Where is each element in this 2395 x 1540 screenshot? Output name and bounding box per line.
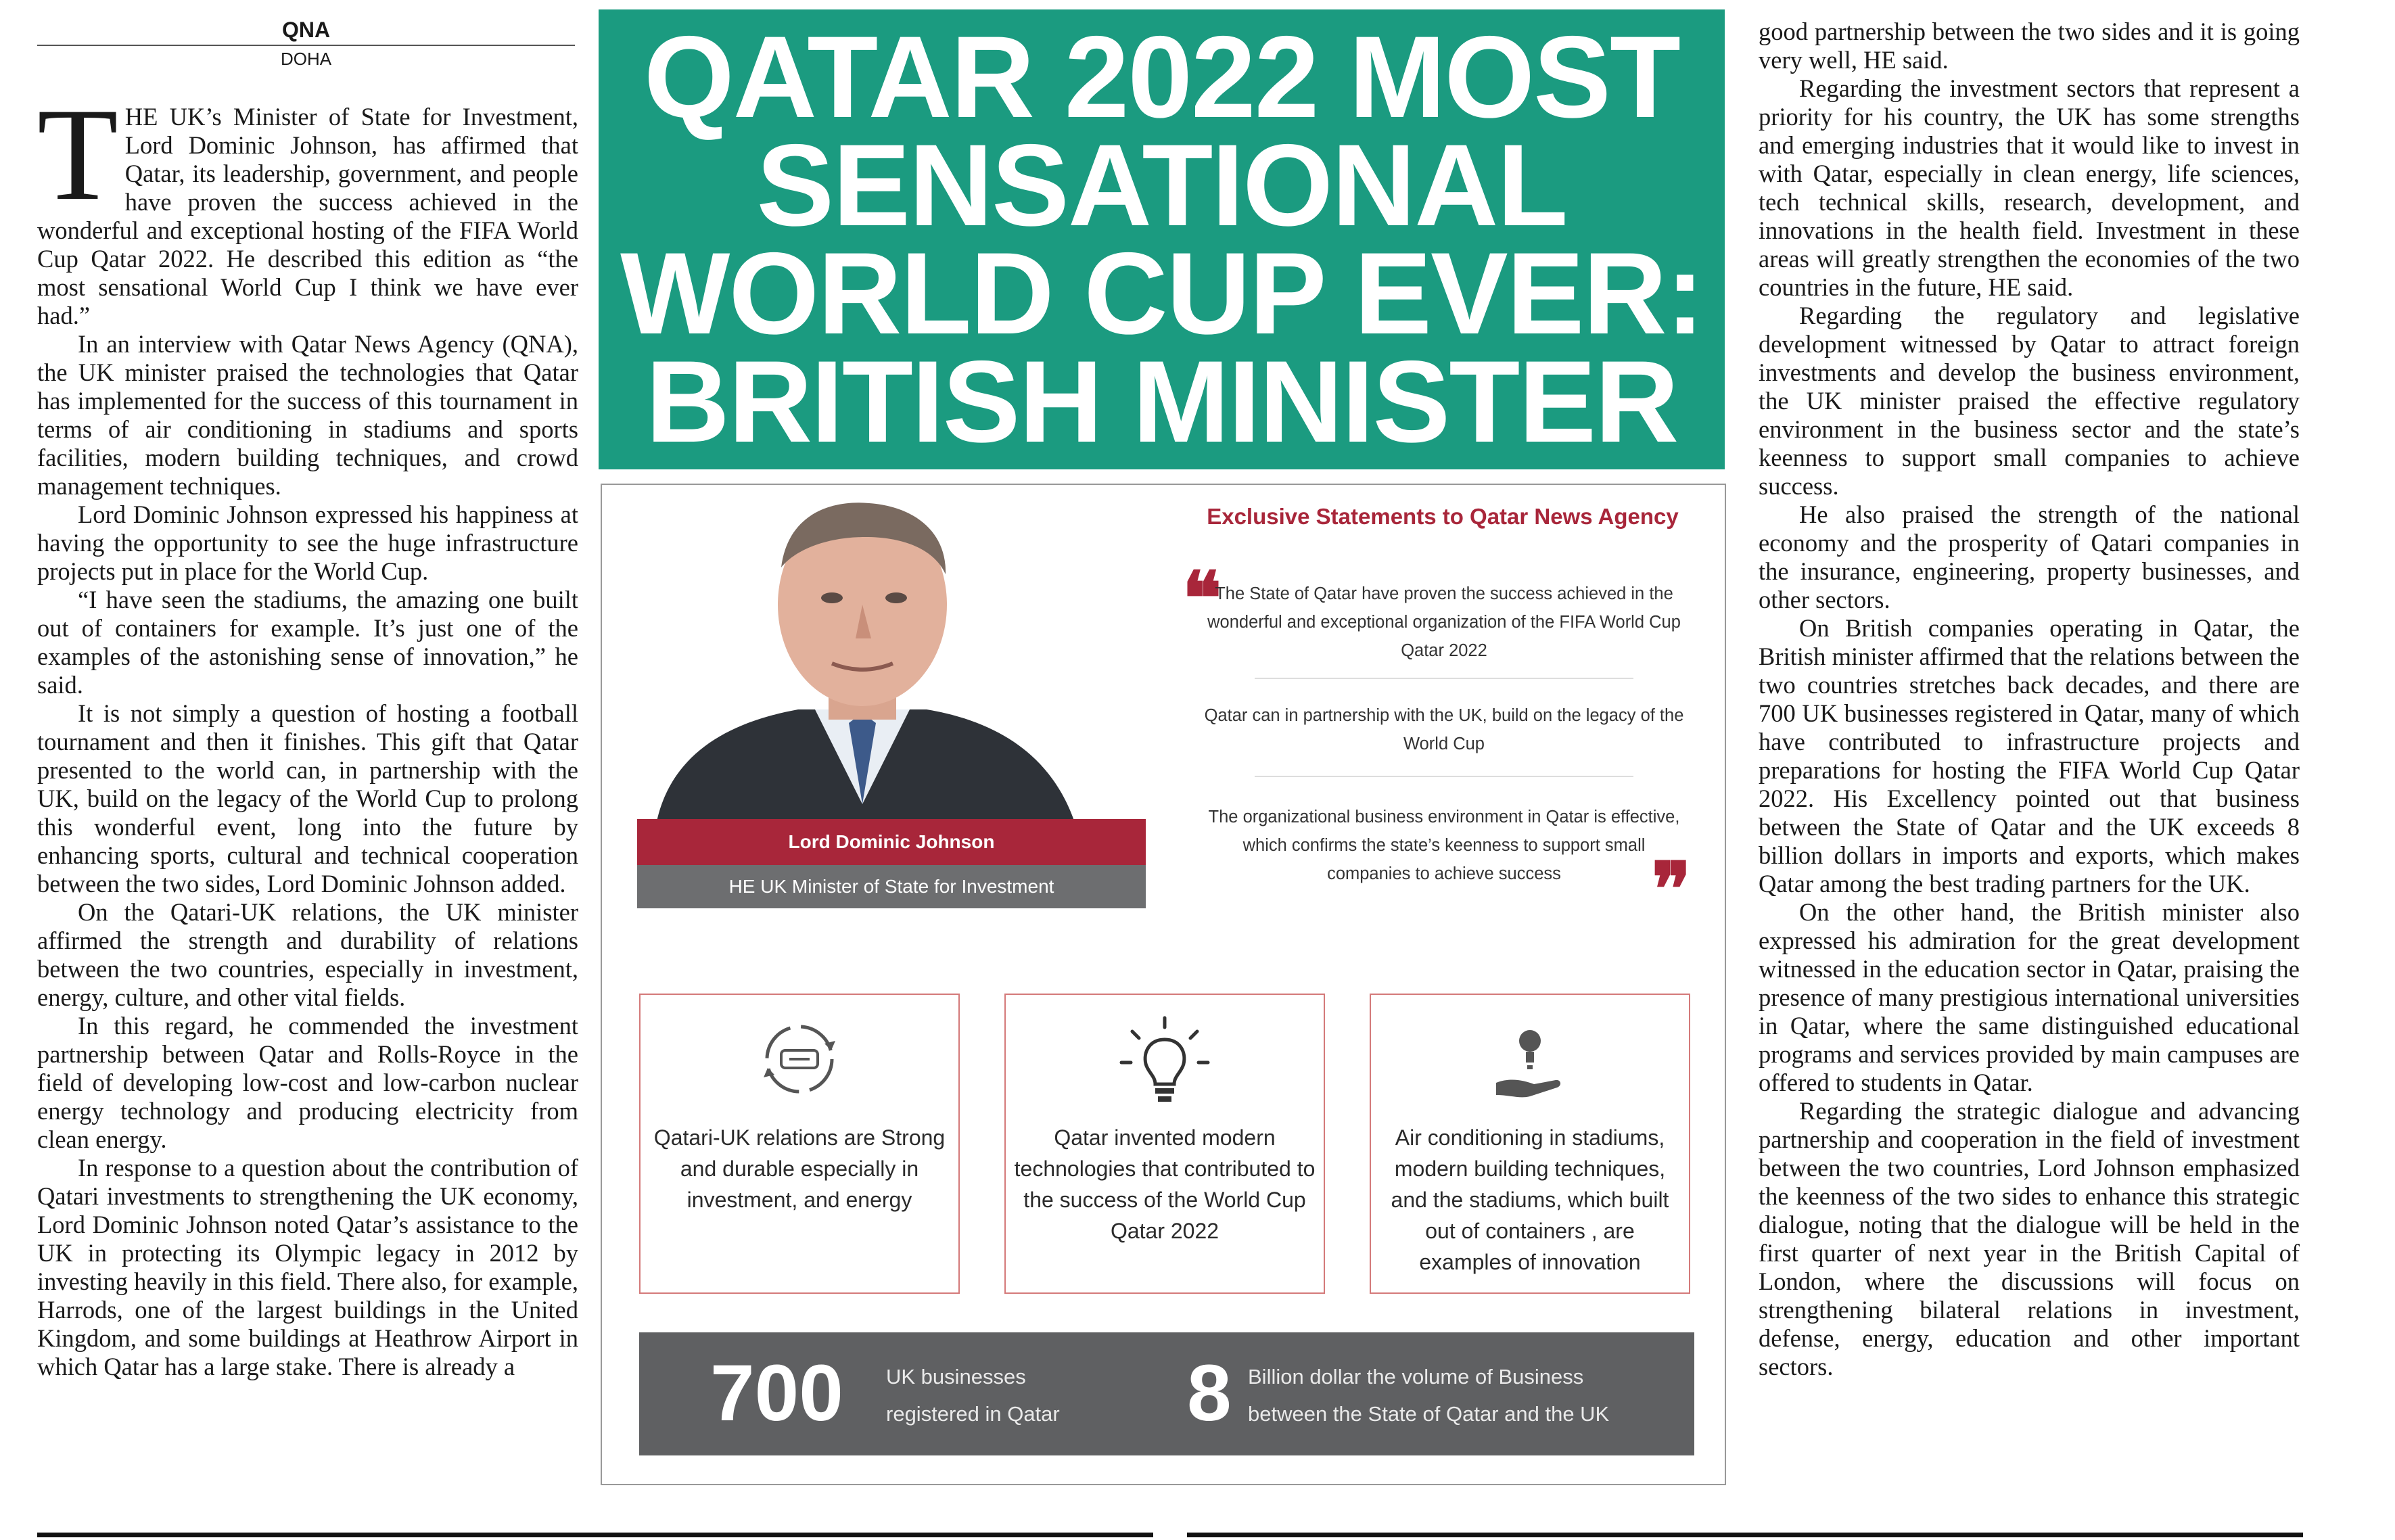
stat-billion-value: 8 [1187,1349,1232,1438]
article-paragraph: good partnership between the two sides and it is going very well, HE said. [1759,18,2300,74]
article-paragraph: It is not simply a question of hosting a football tournament and then it finishes. This gift that Qatar presented to the world can, in partnership with the UK, build on the legacy of the World Cup to prolong this wonderful event, long into the future by enhancing sports, cultural and technical cooperation between the two sides, Lord Dominic Johnson added. [37,699,578,897]
footer-rule-left [37,1533,1153,1537]
byline-place: DOHA [280,49,332,69]
article-paragraph: THE UK’s Minister of State for Investment, Lord Dominic Johnson, has affirmed that Qatar, its leadership, government, and people have proven the success achieved in the wonderful and exceptional hosting of the FIFA World Cup Qatar 2022. He described this edition as “the most sensational World Cup I think we have ever had.” [37,81,578,329]
byline-rule [37,45,575,46]
article-column-left [37,81,578,1510]
article-paragraph: Regarding the regulatory and legislative development witnessed by Qatar to attract foreign investments and develop the business environment, the UK minister praised the effective regulatory environment in the business sector and the state’s keenness to support small companies to achieve success. [1759,302,2300,500]
article-paragraph: Regarding the strategic dialogue and advancing partnership and cooperation in the field of investment between the two countries, Lord Johnson emphasized the keenness of the two sides to enhance this strategic dialogue, noting that the dialogue will be held in the first quarter of next year in the British Capital of London, where the discussions will focus on strengthening bilateral relations in investment, defense, energy, education and other important sectors. [1759,1097,2300,1380]
quote-divider [1255,776,1633,777]
quote-1: The State of Qatar have proven the success achieved in the wonderful and exceptional organization of the FIFA World Cup Qatar 2022 [1207,584,1681,660]
info-card-text: Air conditioning in stadiums, modern building techniques, and the stadiums, which built out of containers , are examples of innovation [1391,1125,1669,1274]
minister-name-bar: Lord Dominic Johnson [637,819,1146,865]
article-paragraph: Lord Dominic Johnson expressed his happiness at having the opportunity to see the huge infrastructure projects put in place for the World Cup. [37,500,578,585]
article-paragraph: In this regard, he commended the investment partnership between Qatar and Rolls-Royce in the field of developing low-cost and low-carbon nuclear energy technology and producing electricity from clean energy. [37,1012,578,1153]
close-quote-icon: ❞ [1652,850,1692,931]
handshake-cycle-icon [641,1015,958,1106]
open-quote-icon: ❝ [1182,559,1222,640]
article-paragraph: Regarding the investment sectors that represent a priority for his country, the UK has some strengths and emerging industries that it would like to invest in with Qatar, especially in clean energy, life sciences, tech technical skills, research, development, and innovations in the health field. Investment in these areas will greatly strengthen the economies of the two countries in the future, HE said. [1759,74,2300,301]
lightbulb-icon [1006,1015,1324,1113]
info-card-text: Qatari-UK relations are Strong and durable especially in investment, and energy [653,1125,946,1212]
stat-businesses-value: 700 [710,1349,843,1438]
article-paragraph: On the Qatari-UK relations, the UK minister affirmed the strength and durability of relations between the two countries, especially in investment, energy, culture, and other vital fields. [37,898,578,1011]
statements-header: Exclusive Statements to Qatar News Agency [1207,504,1679,529]
article-paragraph: In an interview with Qatar News Agency (QNA), the UK minister praised the technologies that Qatar has implemented for the success of this tournament in terms of air conditioning in stadiums and sports facilities, modern building techniques, and crowd management techniques. [37,330,578,500]
stats-bar [639,1332,1694,1455]
headline: QATAR 2022 MOST SENSATIONAL WORLD CUP EVER: BRITISH MINISTER [620,12,1703,467]
quote-divider [1255,678,1633,679]
byline [37,18,575,69]
info-card-text: Qatar invented modern technologies that contributed to the success of the World Cup Qatar 2022 [1014,1125,1316,1243]
byline-source: QNA [281,18,331,42]
article-paragraph: In response to a question about the contribution of Qatari investments to strengthening the UK economy, Lord Dominic Johnson noted Qatar’s assistance to the UK in protecting its Olympic legacy in 2012 by investing heavily in this field. There also, for example, Harrods, one of the largest buildings in the United Kingdom, and some buildings at Heathrow Airport in which Qatar has a large stake. There is already a [37,1154,578,1380]
info-card-innovation [1370,994,1690,1294]
minister-photo [643,486,1082,824]
headline-banner [599,9,1725,469]
info-card-relations [639,994,960,1294]
article-paragraph: “I have seen the stadiums, the amazing one built out of containers for example. It’s just one of the examples of the astonishing sense of innovation,” he said. [37,586,578,699]
info-card-technology [1004,994,1325,1294]
footer-rule-right [1187,1533,2303,1537]
article-paragraph: On British companies operating in Qatar, the British minister affirmed that the relations between the two countries stretches back decades, and there are 700 UK businesses registered in Qatar, many of which have contributed to infrastructure projects and preparations for hosting the FIFA World Cup Qatar 2022. His Excellency pointed out that business between the State of Qatar and the UK exceeds 8 billion dollars in imports and exports, which makes Qatar among the best trading partners for the UK. [1759,614,2300,897]
article-column-right [1759,18,2300,1506]
hand-idea-icon [1371,1015,1689,1113]
quote-2: Qatar can in partnership with the UK, build on the legacy of the World Cup [1204,706,1684,753]
stat-businesses-label: UK businesses registered in Qatar [886,1365,1060,1426]
article-paragraph: He also praised the strength of the national economy and the prosperity of Qatari companies in the insurance, engineering, property businesses, and other sectors. [1759,500,2300,613]
infographic [601,484,1726,1485]
quote-3: The organizational business environment in Qatar is effective, which confirms the state’s keenness to support small companies to achieve success [1208,808,1680,883]
drop-cap: T [37,81,118,228]
stat-billion-label: Billion dollar the volume of Business between the State of Qatar and the UK [1248,1365,1610,1426]
article-paragraph: On the other hand, the British minister also expressed his admiration for the great development witnessed in the education sector in Qatar, praising the presence of many prestigious international universities in Qatar, where the same distinguished educational programs and services provided by main campuses are offered to students in Qatar. [1759,898,2300,1096]
minister-title-bar: HE UK Minister of State for Investment [637,865,1146,908]
